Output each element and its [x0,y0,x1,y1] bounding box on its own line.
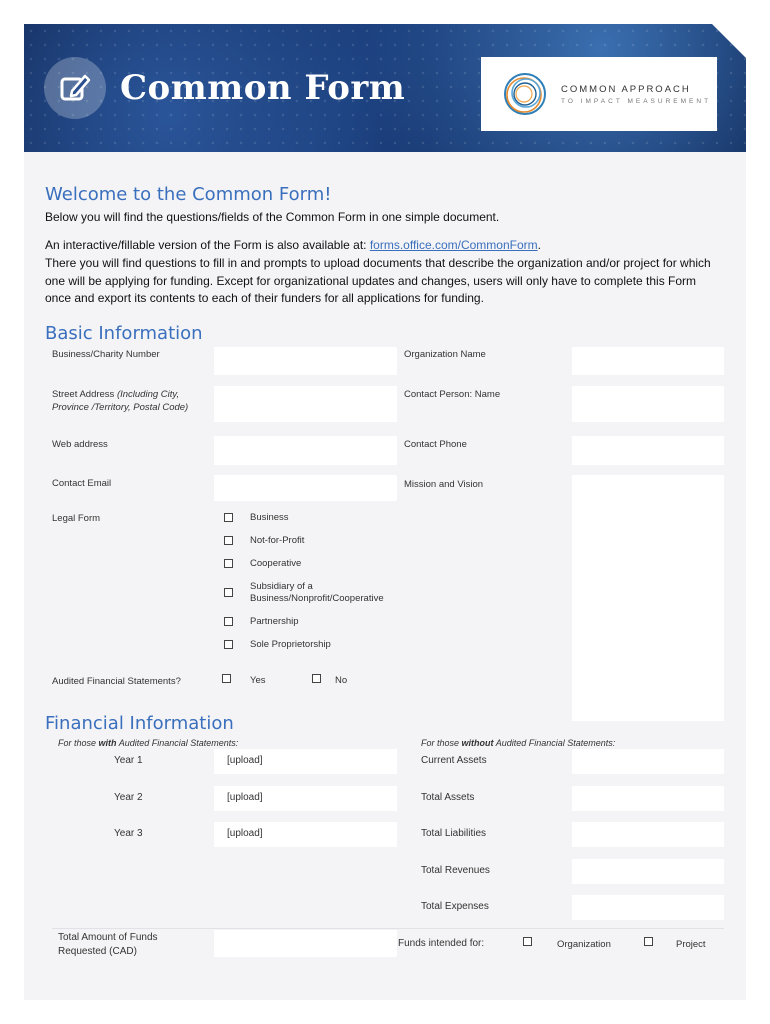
legal-partnership-checkbox[interactable] [224,617,233,626]
web-address-field[interactable] [214,436,397,465]
edit-icon [44,57,106,119]
audited-no-label: No [335,675,348,686]
page-corner [712,24,746,58]
year-1-label: Year 1 [114,755,143,766]
welcome-heading: Welcome to the Common Form! [45,184,332,205]
legal-option-partnership: Partnership [250,616,299,627]
year-2-label: Year 2 [114,792,143,803]
logo-name: COMMON APPROACH [561,83,691,95]
year-1-upload-text: [upload] [227,755,263,766]
year-3-label: Year 3 [114,828,143,839]
contact-email-field[interactable] [214,475,397,501]
year-1-upload-field[interactable] [214,749,397,774]
street-address-field[interactable] [214,386,397,422]
logo-rings-icon [497,66,553,122]
total-funds-field[interactable] [214,930,397,957]
current-assets-field[interactable] [572,749,724,774]
legal-option-nonprofit: Not-for-Profit [250,535,305,546]
year-3-upload-text: [upload] [227,828,263,839]
total-revenues-field[interactable] [572,859,724,884]
funds-project-label: Project [676,939,706,950]
legal-nonprofit-checkbox[interactable] [224,536,233,545]
row-divider [52,928,724,929]
legal-subsidiary-checkbox[interactable] [224,588,233,597]
current-assets-label: Current Assets [421,755,487,766]
logo-tagline: TO IMPACT MEASUREMENT [561,97,712,105]
audited-question-label: Audited Financial Statements? [52,676,181,687]
total-revenues-label: Total Revenues [421,865,490,876]
legal-business-checkbox[interactable] [224,513,233,522]
with-audited-note: For those with Audited Financial Statements: [58,738,239,748]
org-name-label: Organization Name [404,349,486,360]
contact-phone-label: Contact Phone [404,439,467,450]
org-name-field[interactable] [572,347,724,375]
basic-info-heading: Basic Information [45,323,203,344]
business-number-label: Business/Charity Number [52,349,160,360]
intro-text: Below you will find the questions/fields of the Common Form in one simple document. [45,210,500,224]
total-expenses-label: Total Expenses [421,901,489,912]
total-liabilities-label: Total Liabilities [421,828,487,839]
contact-email-label: Contact Email [52,478,112,489]
total-assets-label: Total Assets [421,792,475,803]
web-address-label: Web address [52,439,108,450]
business-number-field[interactable] [214,347,397,375]
legal-option-sole-proprietorship: Sole Proprietorship [250,639,331,650]
mission-label: Mission and Vision [404,479,484,490]
funds-intended-label: Funds intended for: [398,938,485,949]
funds-organization-checkbox[interactable] [523,937,532,946]
total-expenses-field[interactable] [572,895,724,920]
legal-sole-proprietorship-checkbox[interactable] [224,640,233,649]
contact-person-field[interactable] [572,386,724,422]
legal-cooperative-checkbox[interactable] [224,559,233,568]
page-title: Common Form [120,68,406,108]
form-link[interactable]: forms.office.com/CommonForm [369,238,538,252]
funds-project-checkbox[interactable] [644,937,653,946]
header-banner [24,24,746,152]
legal-form-label: Legal Form [52,513,101,524]
total-liabilities-field[interactable] [572,822,724,847]
funds-organization-label: Organization [557,939,611,950]
common-approach-logo [481,57,717,131]
instructions-text: There you will find questions to fill in and prompts to upload documents that describe the organization and/or project for which one will be applying for funding. Except for organizational updates and changes, users will only have to complete this Form once and export its contents to each of their funders for all applications for funding. [45,256,711,305]
form-page [24,24,746,1000]
year-3-upload-field[interactable] [214,822,397,847]
audited-yes-checkbox[interactable] [222,674,231,683]
audited-yes-label: Yes [250,675,266,686]
audited-no-checkbox[interactable] [312,674,321,683]
year-2-upload-text: [upload] [227,792,263,803]
contact-phone-field[interactable] [572,436,724,465]
without-audited-note: For those without Audited Financial Statements: [421,738,616,748]
legal-option-business: Business [250,512,289,523]
financial-info-heading: Financial Information [45,713,234,734]
legal-option-cooperative: Cooperative [250,558,302,569]
availability-text: An interactive/fillable version of the Form is also available at: forms.office.com/CommonForm. [45,238,541,252]
contact-person-label: Contact Person: Name [404,389,501,400]
legal-option-subsidiary: Subsidiary of a Business/Nonprofit/Cooperative [250,581,384,604]
mission-field[interactable] [572,475,724,721]
street-address-label: Street Address (Including City, Province /Territory, Postal Code) [52,389,189,413]
total-assets-field[interactable] [572,786,724,811]
total-funds-label: Total Amount of Funds Requested (CAD) [58,932,158,957]
year-2-upload-field[interactable] [214,786,397,811]
